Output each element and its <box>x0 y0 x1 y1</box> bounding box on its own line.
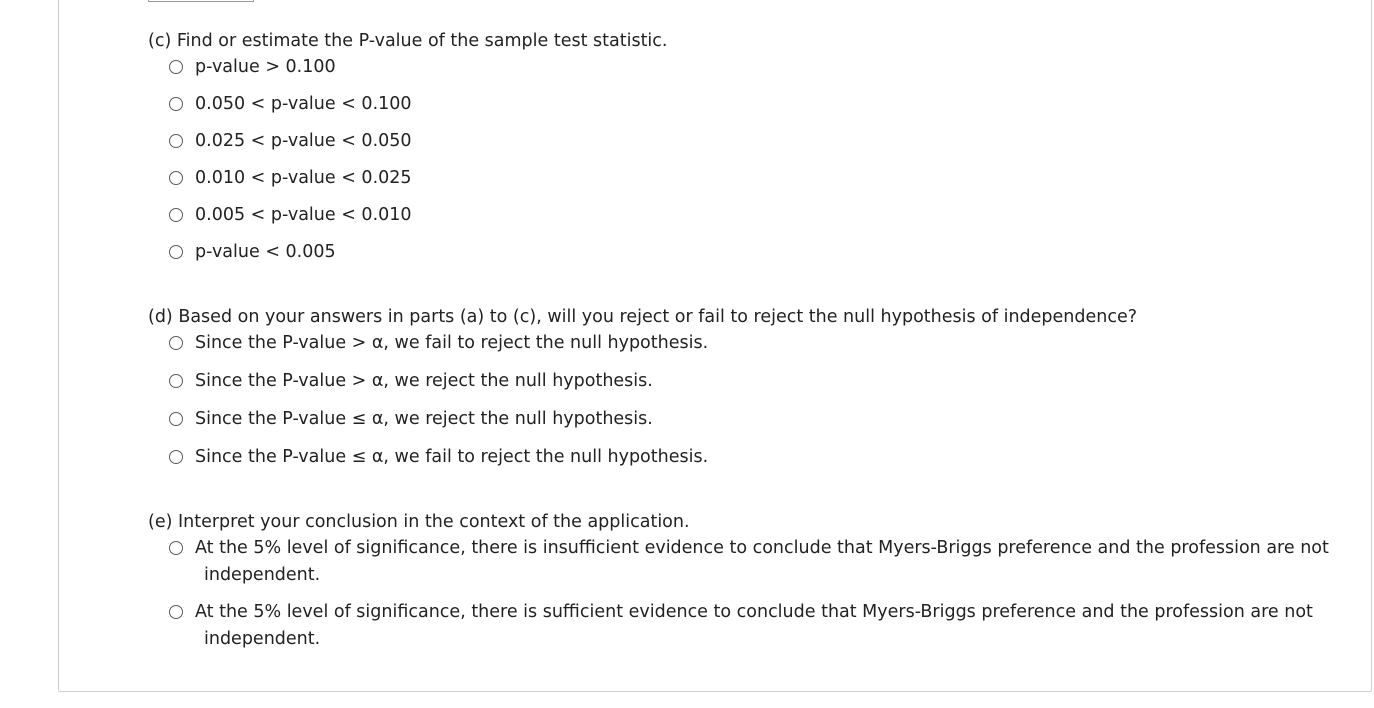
option-label <box>195 599 1335 653</box>
part-e-option-1[interactable] <box>169 535 1335 589</box>
option-label-line2: independent. <box>204 629 321 649</box>
part-e-question: (e) Interpret your conclusion in the context of the application. <box>148 512 690 532</box>
option-label: 0.050 < p-value < 0.100 <box>195 94 412 114</box>
radio-button[interactable] <box>169 134 183 148</box>
option-label: Since the P-value > α, we reject the null hypothesis. <box>195 371 653 391</box>
part-c-option-1[interactable] <box>169 54 336 81</box>
option-label: Since the P-value > α, we fail to reject the null hypothesis. <box>195 333 709 353</box>
radio-button[interactable] <box>169 171 183 185</box>
option-label-line2: independent. <box>204 565 321 585</box>
part-d-option-3[interactable] <box>169 406 653 433</box>
part-d-option-2[interactable] <box>169 368 653 395</box>
radio-button[interactable] <box>169 60 183 74</box>
option-label: Since the P-value ≤ α, we fail to reject the null hypothesis. <box>195 447 709 467</box>
part-c-option-2[interactable] <box>169 91 412 118</box>
option-label-line1: At the 5% level of significance, there is insufficient evidence to conclude that Myers-Briggs preference and the profession are not <box>195 538 1329 558</box>
radio-button[interactable] <box>169 374 183 388</box>
option-label: p-value > 0.100 <box>195 57 336 77</box>
part-c-option-3[interactable] <box>169 128 412 155</box>
option-label-line1: At the 5% level of significance, there is sufficient evidence to conclude that Myers-Briggs preference and the profession are not <box>195 602 1313 622</box>
option-label: 0.010 < p-value < 0.025 <box>195 168 412 188</box>
radio-button[interactable] <box>169 541 183 555</box>
part-d-option-4[interactable] <box>169 444 708 471</box>
radio-button[interactable] <box>169 450 183 464</box>
part-c-option-4[interactable] <box>169 165 412 192</box>
radio-button[interactable] <box>169 97 183 111</box>
radio-button[interactable] <box>169 412 183 426</box>
radio-button[interactable] <box>169 208 183 222</box>
part-d-question: (d) Based on your answers in parts (a) to (c), will you reject or fail to reject the null hypothesis of independence? <box>148 307 1138 327</box>
part-e-option-2[interactable] <box>169 599 1335 653</box>
part-c-option-5[interactable] <box>169 202 412 229</box>
radio-button[interactable] <box>169 605 183 619</box>
option-label: p-value < 0.005 <box>195 242 336 262</box>
radio-button[interactable] <box>169 245 183 259</box>
radio-button[interactable] <box>169 336 183 350</box>
part-c-question: (c) Find or estimate the P-value of the sample test statistic. <box>148 31 668 51</box>
option-label: Since the P-value ≤ α, we reject the null hypothesis. <box>195 409 653 429</box>
previous-answer-box[interactable] <box>148 0 254 2</box>
option-label: 0.005 < p-value < 0.010 <box>195 205 412 225</box>
part-d-option-1[interactable] <box>169 330 708 357</box>
part-c-option-6[interactable] <box>169 239 336 266</box>
option-label <box>195 535 1335 589</box>
option-label: 0.025 < p-value < 0.050 <box>195 131 412 151</box>
